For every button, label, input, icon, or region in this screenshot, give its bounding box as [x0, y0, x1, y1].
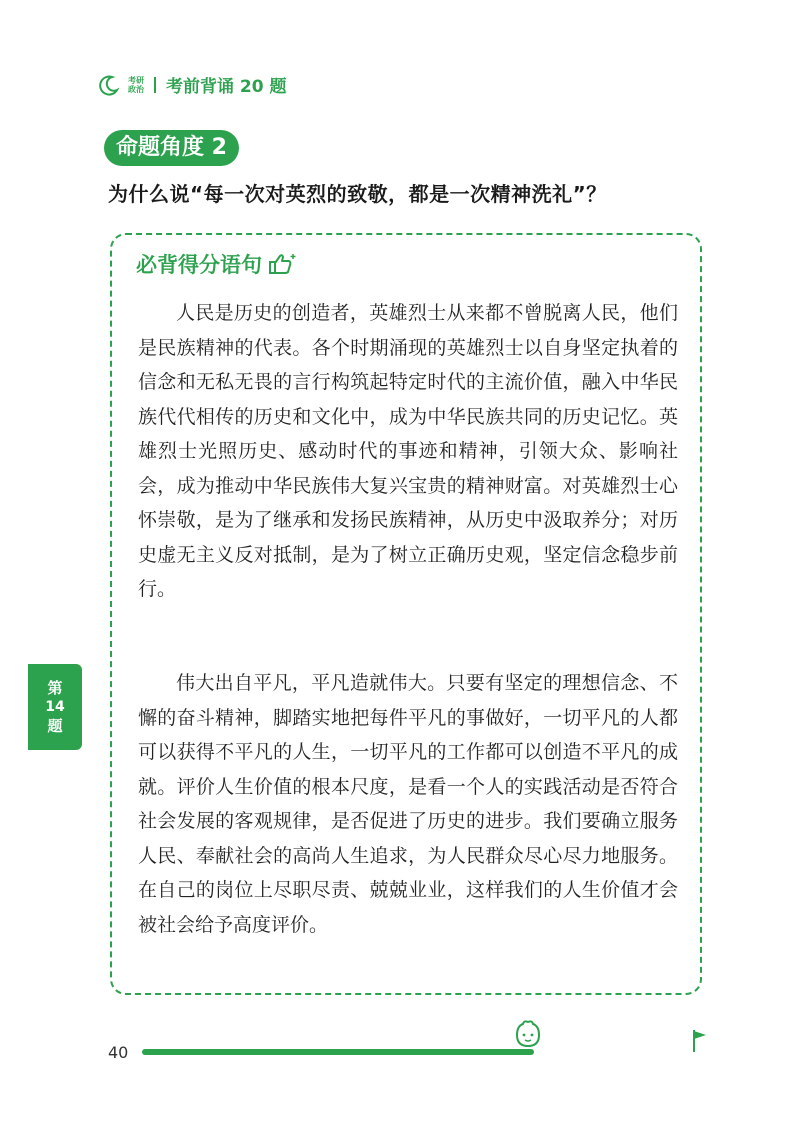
question-heading: 为什么说“每一次对英烈的致敬，都是一次精神洗礼”？: [108, 182, 607, 206]
paragraph-1: 人民是历史的创造者，英雄烈士从来都不曾脱离人民，他们是民族精神的代表。各个时期涌现的英雄烈士以自身坚定执着的信念和无私无畏的言行构筑起特定时代的主流价值，融入中华民族代代相传的历史和文化中，成为中华民族共同的历史记忆。英雄烈士光照历史、感动时代的事迹和精神，引领大众、影响社会，成为推动中华民族伟大复兴宝贵的精神财富。对英雄烈士心怀崇敬，是为了继承和发扬民族精神，从历史中汲取养分；对历史虚无主义反对抵制，是为了树立正确历史观，坚定信念稳步前行。: [138, 302, 678, 600]
box-title: [136, 249, 298, 279]
side-tab-line3: 题: [47, 716, 63, 735]
smiley-face-icon: [514, 1019, 542, 1049]
side-tab-number: 14: [45, 698, 65, 715]
logo-line2: 政治: [128, 84, 144, 94]
flag-icon: [690, 1028, 710, 1054]
logo-text: [128, 76, 144, 94]
section-pill: 命题角度 2: [104, 130, 239, 166]
side-tab: [28, 664, 82, 750]
paragraph-2: 伟大出自平凡，平凡造就伟大。只要有坚定的理想信念、不懈的奋斗精神，脚踏实地把每件平凡的事做好，一切平凡的人都可以获得不平凡的人生，一切平凡的工作都可以创造不平凡的成就。评价人生价值的根本尺度，是看一个人的实践活动是否符合社会发展的客观规律，是否促进了历史的进步。我们要确立服务人民、奉献社会的高尚人生追求，为人民群众尽心尽力地服务。在自己的岗位上尽职尽责、兢兢业业，这样我们的人生价值才会被社会给予高度评价。: [138, 672, 678, 936]
header-title: 考前背诵 20 题: [166, 77, 287, 97]
side-tab-line1: 第: [47, 678, 63, 697]
moon-logo-icon: [98, 74, 120, 96]
page-number: 40: [108, 1043, 129, 1062]
footer-bar: [142, 1049, 534, 1055]
box-title-text: 必背得分语句: [136, 253, 262, 277]
header-divider: [154, 77, 156, 93]
logo-line1: 考研: [128, 75, 144, 85]
page-header: [98, 72, 287, 97]
thumbs-up-icon: [268, 252, 298, 276]
